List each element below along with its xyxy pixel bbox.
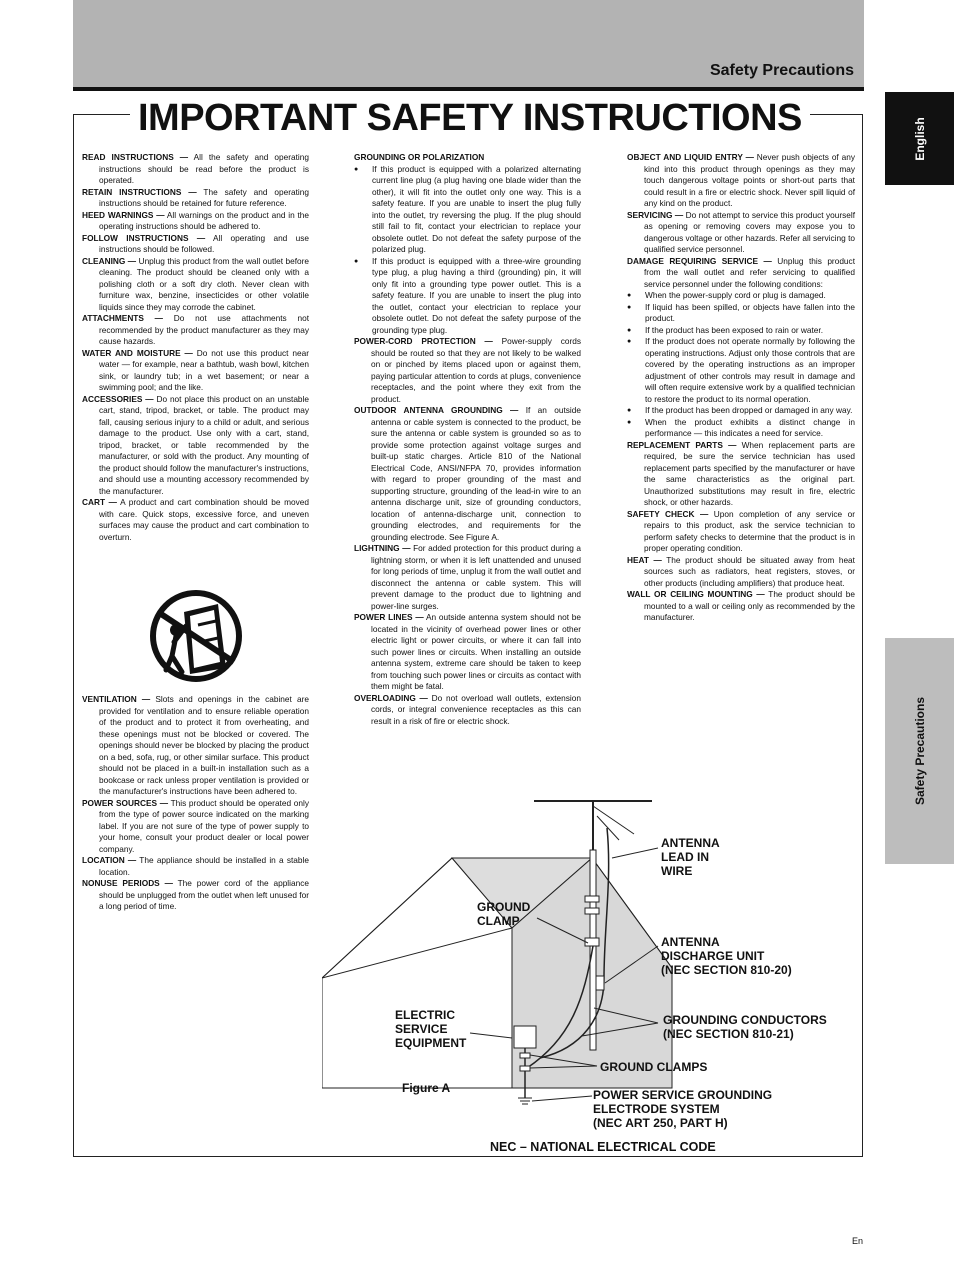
instruction-paragraph	[82, 497, 309, 543]
instruction-paragraph	[82, 255, 310, 314]
instruction-heading: WATER AND MOISTURE —	[82, 347, 193, 358]
instruction-text: The appliance should be installed in a stable location.	[99, 855, 309, 877]
instruction-paragraph	[82, 855, 309, 878]
instruction-heading: RETAIN INSTRUCTIONS —	[82, 186, 197, 197]
instruction-text: The safety and operating instructions should be retained for future reference.	[99, 186, 309, 208]
instruction-paragraph	[627, 554, 855, 590]
bullet-item: ● If this product is equipped with a three-wire grounding type plug, a plug having a third (grounding) pin, it will only fit into a grounding type power outlet. This is a safety feature. If you are unable to insert the plug into the outlet, contact your electrician to replace your obsolete outlet. Do not defeat the safety purpose of the grounding type plug.	[372, 256, 581, 337]
instruction-heading: CLEANING —	[82, 255, 137, 266]
instruction-heading: WALL OR CEILING MOUNTING —	[627, 589, 765, 599]
nec-footnote: NEC – NATIONAL ELECTRICAL CODE	[490, 1140, 716, 1154]
instruction-paragraph	[82, 393, 310, 498]
instruction-paragraph	[82, 347, 309, 394]
label-antenna-discharge-unit: ANTENNA DISCHARGE UNIT (NEC SECTION 810-20)	[661, 935, 792, 977]
instruction-text: For added protection for this product during a lightning storm, or when it is left unattended and unused for long periods of time, unplug it from the wall outlet and disconnect the antenna or cable system. This will prevent damage to the product due to lightning and power-line surges.	[371, 543, 581, 611]
bullet-item: ● When the product exhibits a distinct change in performance — this indicates a need for service.	[645, 417, 855, 440]
instruction-text: All operating and use instructions should be followed.	[99, 232, 309, 254]
tab-english[interactable]	[885, 92, 954, 185]
instruction-text: Do not place this product on an unstable cart, stand, tripod, bracket, or table. The product may fall, causing serious injury to a child or adult, and serious damage to the product. Use only with a cart, stand, tripod, bracket, or table recommended by the manufacturer, or sold with the product. Any mounting of the product should follow the manufacturer's instructions, and should use a mounting accessory recommended by the manufacturer.	[99, 393, 310, 496]
column-2	[354, 152, 581, 727]
instruction-heading: HEAT —	[627, 554, 662, 565]
bullet-item: ● If this product is equipped with a polarized alternating current line plug (a plug having one blade wider than the other), it will fit into the outlet only one way. This is a safety feature. If you are unable to insert the plug fully into the outlet, try reversing the plug. If the plug should still fail to fit, contact your electrician to replace your obsolete outlet. Do not defeat the safety purpose of the polarized plug.	[372, 164, 581, 256]
instruction-paragraph	[82, 313, 309, 348]
instruction-text: Unplug this product from the wall outlet and refer servicing to qualified service personnel under the following conditions:	[644, 255, 855, 289]
instruction-paragraph	[82, 878, 309, 913]
cart-warning-icon	[146, 590, 246, 682]
header-rule	[73, 87, 864, 91]
label-ground-clamps: GROUND CLAMPS	[600, 1060, 708, 1074]
instruction-heading: OVERLOADING —	[354, 692, 428, 703]
instruction-heading: LOCATION —	[82, 855, 137, 865]
instruction-text: This product should be operated only from the type of power source indicated on the marking label. If you are not sure of the type of power supply to your home, consult your product dealer or local power company.	[99, 797, 309, 854]
instruction-heading: CART —	[82, 497, 117, 507]
instruction-text: All the safety and operating instructions should be read before the product is operated.	[99, 152, 309, 185]
instruction-text: Slots and openings in the cabinet are provided for ventilation and to ensure reliable operation of the product and to protect it from overheating, and these openings must not be blocked or covered. The openings should never be blocked by placing the product on a bed, sofa, rug, or other similar surface. This product should not be placed in a built-in installation such as a bookcase or rack unless proper ventilation is provided or the manufacturer's instructions have been adhered to.	[99, 694, 309, 796]
instruction-heading: NONUSE PERIODS —	[82, 878, 173, 888]
bullet-item: ● If the product does not operate normally by following the operating instructions. Adjust only those controls that are covered by the operating instructions as an improper adjustment of other controls may result in damage and will often require extensive work by a qualified technician to restore the product to its normal operation.	[645, 336, 855, 405]
tab-english-label: English	[912, 116, 927, 161]
instruction-text: Do not use this product near water — for example, near a bathtub, wash bowl, kitchen sink, or laundry tub; in a wet basement; or near a swimming pool; and the like.	[99, 347, 309, 392]
instruction-heading: SAFETY CHECK —	[627, 508, 709, 519]
instruction-text: An outside antenna system should not be located in the vicinity of overhead power lines or other electric light or power circuits, or where it can fall into such power lines or circuits. When installing an outside antenna system, extreme care should be taken to keep from touching such power lines or circuits as contact with them might be fatal.	[371, 612, 582, 691]
instruction-text: The product should be mounted to a wall or ceiling only as recommended by the manufacturer.	[644, 589, 855, 622]
header-band	[73, 0, 864, 88]
instruction-heading: READ INSTRUCTIONS —	[82, 152, 189, 162]
instruction-heading: OUTDOOR ANTENNA GROUNDING —	[354, 405, 519, 415]
instruction-paragraph	[627, 508, 855, 555]
label-electric-service-equipment: ELECTRIC SERVICE EQUIPMENT	[395, 1008, 467, 1050]
page-footer: En	[852, 1236, 864, 1246]
instruction-paragraph	[354, 692, 581, 728]
tab-safety-precautions[interactable]	[885, 638, 954, 864]
instruction-heading: POWER LINES —	[354, 612, 424, 622]
instruction-text: If an outside antenna or cable system is connected to the product, be sure the antenna or cable system is grounded so as to provide some protection against voltage surges and built-up static charges. Article 810 of the National Electrical Code, ANSI/NFPA 70, provides information with regard to proper grounding of the mast and supporting structure, grounding of the lead-in wire to an antenna discharge unit, size of grounding conductors, location of antenna-discharge unit, connection to grounding electrodes, and requirements for the grounding electrode. See Figure A.	[371, 405, 582, 542]
instruction-heading: POWER SOURCES —	[82, 797, 169, 808]
instruction-heading: DAMAGE REQUIRING SERVICE —	[627, 255, 772, 266]
instruction-heading: LIGHTNING —	[354, 543, 411, 553]
instruction-heading: FOLLOW INSTRUCTIONS —	[82, 232, 206, 243]
instruction-paragraph	[82, 232, 309, 256]
instruction-paragraph	[627, 439, 855, 509]
instruction-text: All warnings on the product and in the operating instructions should be adhered to.	[99, 209, 310, 231]
page-title: IMPORTANT SAFETY INSTRUCTIONS	[130, 96, 810, 140]
label-power-service-grounding: POWER SERVICE GROUNDING ELECTRODE SYSTEM (NEC ART 250, PART H)	[593, 1088, 773, 1130]
instruction-paragraph	[627, 209, 855, 256]
instruction-paragraph	[82, 152, 309, 187]
label-antenna-lead-in-wire: ANTENNA LEAD IN WIRE	[661, 836, 720, 878]
instruction-paragraph	[627, 255, 855, 291]
instruction-heading: POWER-CORD PROTECTION —	[354, 336, 493, 346]
bullet-item: ● If the product has been exposed to rain or water.	[645, 325, 855, 337]
instruction-text: The product should be situated away from heat sources such as radiators, heat registers, stoves, or other products (including amplifiers) that produce heat.	[644, 554, 855, 588]
instruction-paragraph	[354, 405, 582, 543]
instruction-heading: REPLACEMENT PARTS —	[627, 439, 737, 450]
bullet-item: ● If liquid has been spilled, or objects have fallen into the product.	[645, 302, 855, 325]
instruction-heading: HEED WARNINGS —	[82, 209, 165, 220]
instruction-text: Do not overload wall outlets, extension cords, or integral convenience receptacles as this can result in a risk of fire or electric shock.	[371, 692, 581, 726]
tab-safety-label: Safety Precautions	[912, 696, 927, 806]
instruction-paragraph	[82, 694, 309, 798]
instruction-paragraph	[354, 336, 581, 405]
instruction-paragraph	[82, 186, 309, 210]
instruction-text: Power-supply cords should be routed so that they are not likely to be walked on or pinched by items placed upon or against them, paying particular attention to cords at plugs, convenience receptacles, and the point where they exit from the product.	[371, 336, 581, 404]
instruction-paragraph	[82, 209, 310, 233]
figure-caption: Figure A	[402, 1081, 451, 1095]
instruction-heading: OBJECT AND LIQUID ENTRY —	[627, 152, 754, 162]
instruction-heading: VENTILATION —	[82, 694, 151, 704]
section-title: Safety Precautions	[709, 62, 854, 79]
bullet-item: ● When the power-supply cord or plug is damaged.	[645, 290, 855, 302]
instruction-text: Never push objects of any kind into this product through openings as they may touch dangerous voltage points or short-out parts that could result in a fire or electric shock. Never spill liquid of any kind on the product.	[644, 152, 855, 208]
instruction-paragraph	[82, 797, 309, 856]
instruction-heading: SERVICING —	[627, 209, 684, 220]
instruction-text: A product and cart combination should be moved with care. Quick stops, excessive force, and uneven surfaces may cause the product and cart combination to overturn.	[99, 497, 309, 542]
antenna-grounding-diagram	[322, 798, 862, 1158]
instruction-text: When replacement parts are required, be sure the service technician has used replacement parts specified by the manufacturer or have the same characteristics as the original part. Unauthorized substitutions may result in fire, electric shock, or other hazards.	[644, 439, 855, 507]
instruction-text: Do not use attachments not recommended by the product manufacturer as they may cause hazards.	[99, 313, 309, 346]
instruction-paragraph	[627, 152, 855, 210]
column-1b	[82, 694, 309, 913]
instruction-text: Do not attempt to service this product yourself as opening or removing covers may expose you to dangerous voltage or other hazards. Refer all servicing to qualified service personnel.	[644, 209, 855, 254]
instruction-paragraph	[354, 612, 582, 693]
label-ground-clamp: GROUND CLAMP	[477, 900, 531, 928]
section-heading: GROUNDING OR POLARIZATION	[354, 152, 485, 162]
instruction-text: Unplug this product from the wall outlet before cleaning. The product should be cleaned only with a polishing cloth or a soft dry cloth. Never clean with furniture wax, benzine, insecticides or other volatile liquids since they may corrode the cabinet.	[99, 255, 310, 312]
instruction-paragraph	[627, 589, 855, 624]
instruction-text: Upon completion of any service or repairs to this product, ask the service technician to perform safety checks to determine that the product is in proper operating condition.	[644, 508, 855, 553]
instruction-paragraph	[354, 543, 581, 612]
bullet-item: ● If the product has been dropped or damaged in any way.	[645, 405, 855, 417]
instruction-heading: ATTACHMENTS —	[82, 313, 163, 323]
instruction-text: The power cord of the appliance should be unplugged from the outlet when left unused for a long period of time.	[99, 878, 309, 911]
instruction-heading: ACCESSORIES —	[82, 393, 154, 404]
column-3	[627, 152, 855, 624]
label-grounding-conductors: GROUNDING CONDUCTORS (NEC SECTION 810-21)	[663, 1013, 827, 1041]
column-1	[82, 152, 309, 543]
